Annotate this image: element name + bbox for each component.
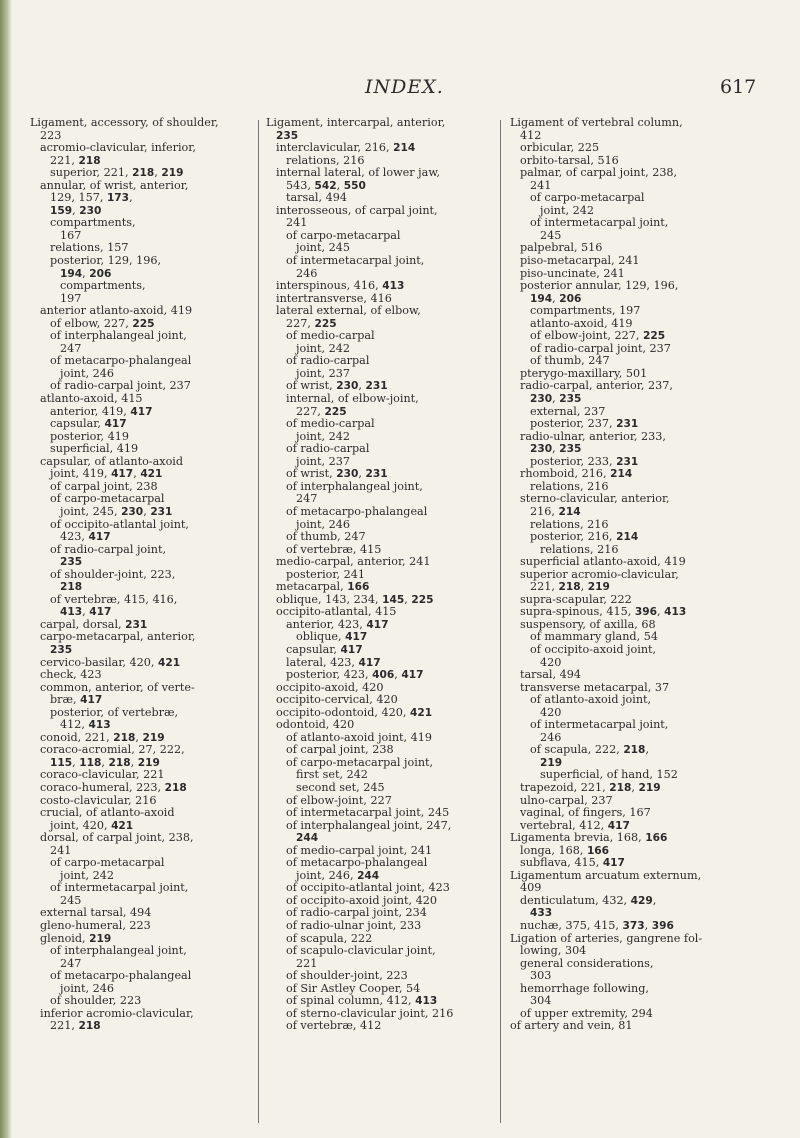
- index-entry: metacarpal, 166: [276, 580, 370, 594]
- index-entry: check, 423: [40, 668, 102, 682]
- index-entry: superior, 221, 218, 219: [50, 166, 184, 180]
- index-entry: interspinous, 416, 413: [276, 279, 405, 293]
- index-entry: 129, 157, 173,: [50, 191, 133, 205]
- index-entry: posterior, of vertebræ,: [50, 705, 179, 719]
- index-entry: 194, 206: [530, 291, 582, 305]
- index-entry: anterior, 419, 417: [50, 404, 153, 418]
- index-entry: of atlanto-axoid joint, 419: [286, 730, 433, 744]
- index-entry: of intermetacarpal joint,: [50, 881, 189, 895]
- index-entry: of atlanto-axoid joint,: [530, 693, 652, 707]
- index-entry: inferior acromio-clavicular,: [40, 1006, 194, 1020]
- index-entry: radio-ulnar, anterior, 233,: [520, 429, 666, 443]
- index-entry: of occipito-axoid joint, 420: [286, 893, 437, 907]
- index-entry: posterior, 233, 231: [530, 454, 639, 468]
- index-entry: tarsal, 494: [286, 191, 347, 205]
- index-entry: of occipito-axoid joint,: [530, 642, 657, 656]
- index-entry: of metacarpo-phalangeal: [286, 504, 428, 518]
- index-entry: lowing, 304: [520, 944, 587, 958]
- index-entry: joint, 237: [296, 366, 350, 380]
- index-entry: joint, 242: [60, 868, 114, 882]
- index-entry: radio-carpal, anterior, 237,: [520, 379, 673, 393]
- index-entry: 227, 225: [296, 404, 347, 418]
- index-entry: posterior annular, 129, 196,: [520, 279, 679, 293]
- index-entry: joint, 246: [296, 517, 350, 531]
- column-rule-2: [500, 120, 501, 1123]
- index-entry: 245: [540, 228, 562, 242]
- index-column-1: [30, 117, 252, 1033]
- index-entry: carpal, dorsal, 231: [40, 617, 148, 631]
- index-entry: joint, 419, 417, 421: [50, 467, 163, 481]
- index-entry: pterygo-maxillary, 501: [520, 366, 648, 380]
- index-entry: of interphalangeal joint,: [286, 479, 423, 493]
- index-entry: conoid, 221, 218, 219: [40, 730, 165, 744]
- index-entry: of elbow-joint, 227: [286, 793, 392, 807]
- index-entry: posterior, 216, 214: [530, 530, 639, 544]
- index-entry: relations, 216: [540, 542, 619, 556]
- index-entry: common, anterior, of verte-: [40, 680, 195, 694]
- index-entry: of wrist, 230, 231: [286, 467, 388, 481]
- index-entry: relations, 216: [530, 517, 609, 531]
- index-entry: atlanto-axoid, 415: [40, 392, 143, 406]
- index-entry: posterior, 241: [286, 567, 365, 581]
- index-entry: posterior, 423, 406, 417: [286, 668, 424, 682]
- index-entry: 412: [520, 128, 542, 142]
- index-entry: occipito-odontoid, 420, 421: [276, 705, 433, 719]
- index-entry: 241: [50, 843, 72, 857]
- index-entry: of vertebræ, 412: [286, 1019, 382, 1033]
- index-entry: of metacarpo-phalangeal: [286, 856, 428, 870]
- index-entry: of shoulder-joint, 223,: [50, 567, 176, 581]
- index-entry: occipito-atlantal, 415: [276, 605, 397, 619]
- index-entry: 303: [530, 969, 552, 983]
- index-entry: hemorrhage following,: [520, 981, 649, 995]
- index-entry: 241: [286, 216, 308, 230]
- index-entry: capsular, 417: [286, 642, 363, 656]
- index-entry: bræ, 417: [50, 693, 103, 707]
- index-entry: suspensory, of axilla, 68: [520, 617, 656, 631]
- index-entry: of wrist, 230, 231: [286, 379, 388, 393]
- index-entry: 543, 542, 550: [286, 178, 366, 192]
- index-entry: 247: [60, 956, 82, 970]
- index-entry: superficial, of hand, 152: [540, 768, 678, 782]
- index-entry: of interphalangeal joint,: [50, 944, 187, 958]
- index-entry: orbicular, 225: [520, 141, 600, 155]
- index-entry: external tarsal, 494: [40, 906, 152, 920]
- index-entry: posterior, 419: [50, 429, 129, 443]
- index-entry: 246: [540, 730, 562, 744]
- index-entry: of carpo-metacarpal: [50, 856, 165, 870]
- index-entry: denticulatum, 432, 429,: [520, 893, 657, 907]
- index-entry: coraco-clavicular, 221: [40, 768, 165, 782]
- index-entry: 235: [60, 556, 83, 569]
- index-entry: of vertebræ, 415: [286, 542, 382, 556]
- index-entry: 159, 230: [50, 203, 102, 217]
- index-entry: 223: [40, 128, 62, 142]
- index-entry: 167: [60, 228, 82, 242]
- index-entry: 420: [540, 705, 562, 719]
- index-entry: of thumb, 247: [286, 530, 366, 544]
- index-entry: transverse metacarpal, 37: [520, 680, 670, 694]
- index-entry: 235: [50, 643, 73, 656]
- index-entry: glenoid, 219: [40, 931, 112, 945]
- index-entry: 221: [296, 956, 318, 970]
- index-entry: second set, 245: [296, 780, 385, 794]
- index-entry: of medio-carpal: [286, 417, 375, 431]
- index-entry: capsular, 417: [50, 417, 127, 431]
- index-entry: of elbow, 227, 225: [50, 316, 155, 330]
- index-entry: annular, of wrist, anterior,: [40, 178, 189, 192]
- index-entry: carpo-metacarpal, anterior,: [40, 630, 196, 644]
- index-entry: intertransverse, 416: [276, 291, 392, 305]
- index-entry: cervico-basilar, 420, 421: [40, 655, 181, 669]
- index-entry: superficial atlanto-axoid, 419: [520, 555, 686, 569]
- index-entry: of radio-carpal joint, 234: [286, 906, 427, 920]
- index-entry: longa, 168, 166: [520, 843, 610, 857]
- index-entry: of scapula, 222: [286, 931, 373, 945]
- index-entry: Ligament, intercarpal, anterior,: [266, 116, 446, 129]
- index-entry: joint, 246, 244: [296, 868, 380, 882]
- index-entry: 221, 218, 219: [530, 580, 610, 594]
- index-entry: first set, 242: [296, 768, 368, 782]
- index-entry: of spinal column, 412, 413: [286, 994, 438, 1008]
- index-entry: coraco-acromial, 27, 222,: [40, 743, 185, 757]
- index-entry: piso-uncinate, 241: [520, 266, 625, 280]
- index-entry: 412, 413: [60, 718, 111, 732]
- index-entry: 197: [60, 291, 82, 305]
- index-entry: medio-carpal, anterior, 241: [276, 555, 431, 569]
- index-entry: of interphalangeal joint,: [50, 329, 187, 343]
- index-entry: nuchæ, 375, 415, 373, 396: [520, 919, 674, 932]
- index-entry: supra-scapular, 222: [520, 592, 632, 606]
- page-number: 617: [720, 76, 757, 98]
- index-entry: acromio-clavicular, inferior,: [40, 141, 196, 155]
- index-entry: joint, 420, 421: [50, 818, 134, 832]
- index-entry: palpebral, 516: [520, 241, 603, 255]
- index-entry: of metacarpo-phalangeal: [50, 969, 192, 983]
- index-entry: of occipito-atlantal joint, 423: [286, 881, 450, 895]
- index-entry: gleno-humeral, 223: [40, 919, 151, 932]
- index-entry: 221, 218: [50, 153, 101, 167]
- index-entry: 246: [296, 266, 318, 280]
- index-entry: interosseous, of carpal joint,: [276, 203, 438, 217]
- index-entry: anterior, 423, 417: [286, 617, 389, 631]
- index-entry: compartments, 197: [530, 304, 641, 318]
- index-entry: joint, 237: [296, 454, 350, 468]
- index-column-3: [510, 117, 740, 1033]
- index-entry: 235: [276, 129, 299, 142]
- index-entry: relations, 216: [286, 153, 365, 167]
- index-entry: joint, 242: [540, 203, 594, 217]
- index-entry: of radio-carpal: [286, 354, 370, 368]
- index-entry: of mammary gland, 54: [530, 630, 658, 644]
- index-entry: of radio-carpal: [286, 442, 370, 456]
- index-entry: 227, 225: [286, 316, 337, 330]
- index-entry: Ligament of vertebral column,: [510, 116, 683, 129]
- index-entry: capsular, of atlanto-axoid: [40, 454, 184, 468]
- index-entry: Ligamentum arcuatum externum,: [510, 868, 702, 882]
- index-entry: vertebral, 412, 417: [520, 818, 630, 832]
- index-entry: compartments,: [50, 216, 136, 230]
- index-entry: relations, 157: [50, 241, 129, 255]
- index-entry: 304: [530, 994, 552, 1008]
- index-entry: occipito-axoid, 420: [276, 680, 384, 694]
- index-entry: of medio-carpal joint, 241: [286, 843, 433, 857]
- index-entry: lateral, 423, 417: [286, 655, 381, 669]
- index-entry: of upper extremity, 294: [520, 1006, 653, 1020]
- index-entry: of radio-carpal joint, 237: [50, 379, 191, 393]
- index-entry: joint, 242: [296, 341, 350, 355]
- index-entry: of sterno-clavicular joint, 216: [286, 1006, 454, 1020]
- index-entry: trapezoid, 221, 218, 219: [520, 780, 661, 794]
- index-entry: superficial, 419: [50, 442, 139, 456]
- index-entry: of carpal joint, 238: [286, 743, 394, 757]
- running-title: INDEX.: [365, 76, 444, 98]
- index-entry: of radio-carpal joint, 237: [530, 341, 671, 355]
- index-entry: joint, 245, 230, 231: [60, 504, 173, 518]
- index-entry: of scapulo-clavicular joint,: [286, 944, 436, 958]
- index-entry: 409: [520, 881, 542, 895]
- index-entry: of Sir Astley Cooper, 54: [286, 981, 421, 995]
- index-entry: dorsal, of carpal joint, 238,: [40, 831, 194, 845]
- index-entry: 230, 235: [530, 392, 582, 406]
- index-entry: 247: [296, 492, 318, 506]
- index-entry: of intermetacarpal joint,: [286, 254, 425, 268]
- book-spine-edge: [0, 0, 12, 1138]
- index-entry: of scapula, 222, 218,: [530, 743, 649, 757]
- index-entry: 420: [540, 655, 562, 669]
- index-entry: of carpal joint, 238: [50, 479, 158, 493]
- index-entry: sterno-clavicular, anterior,: [520, 492, 670, 506]
- index-entry: of occipito-atlantal joint,: [50, 517, 189, 531]
- index-entry: joint, 246: [60, 981, 114, 995]
- index-entry: interclavicular, 216, 214: [276, 141, 416, 155]
- index-entry: 247: [60, 341, 82, 355]
- index-entry: of carpo-metacarpal: [286, 228, 401, 242]
- index-entry: internal lateral, of lower jaw,: [276, 166, 441, 180]
- index-entry: coraco-humeral, 223, 218: [40, 780, 187, 794]
- index-entry: tarsal, 494: [520, 668, 581, 682]
- index-entry: superior acromio-clavicular,: [520, 567, 679, 581]
- index-entry: compartments,: [60, 279, 146, 293]
- index-entry: oblique, 417: [296, 630, 368, 644]
- index-entry: of elbow-joint, 227, 225: [530, 329, 666, 343]
- index-entry: 194, 206: [60, 266, 112, 280]
- index-entry: subflava, 415, 417: [520, 856, 625, 870]
- index-entry: of thumb, 247: [530, 354, 610, 368]
- index-entry: 433: [530, 907, 553, 920]
- index-entry: supra-spinous, 415, 396, 413: [520, 605, 687, 619]
- index-entry: 423, 417: [60, 530, 111, 544]
- index-entry: crucial, of atlanto-axoid: [40, 806, 175, 820]
- index-entry: lateral external, of elbow,: [276, 304, 421, 318]
- index-entry: 241: [530, 178, 552, 192]
- index-entry: of intermetacarpal joint,: [530, 216, 669, 230]
- index-entry: posterior, 129, 196,: [50, 254, 162, 268]
- index-entry: relations, 216: [530, 479, 609, 493]
- index-entry: 245: [60, 893, 82, 907]
- index-entry: of shoulder, 223: [50, 994, 142, 1008]
- index-entry: 115, 118, 218, 219: [50, 755, 160, 769]
- index-entry: joint, 246: [60, 366, 114, 380]
- index-entry: 218: [60, 581, 83, 594]
- index-entry: 216, 214: [530, 504, 581, 518]
- index-entry: 244: [296, 832, 319, 845]
- index-entry: of carpo-metacarpal: [530, 191, 645, 205]
- index-column-2: [266, 117, 490, 1033]
- index-entry: of medio-carpal: [286, 329, 375, 343]
- index-entry: of radio-carpal joint,: [50, 542, 166, 556]
- index-entry: of vertebræ, 415, 416,: [50, 592, 178, 606]
- index-entry: of artery and vein, 81: [510, 1019, 633, 1033]
- index-entry: of shoulder-joint, 223: [286, 969, 408, 983]
- index-entry: odontoid, 420: [276, 718, 355, 732]
- index-entry: ulno-carpal, 237: [520, 793, 613, 807]
- index-entry: of carpo-metacarpal joint,: [286, 755, 434, 769]
- index-entry: internal, of elbow-joint,: [286, 392, 419, 406]
- index-entry: occipito-cervical, 420: [276, 693, 398, 707]
- index-entry: 219: [540, 756, 563, 769]
- index-entry: Ligamenta brevia, 168, 166: [510, 831, 668, 845]
- index-entry: rhomboid, 216, 214: [520, 467, 633, 481]
- index-entry: external, 237: [530, 404, 606, 418]
- index-entry: of carpo-metacarpal: [50, 492, 165, 506]
- index-entry: vaginal, of fingers, 167: [520, 806, 651, 820]
- index-entry: Ligament, accessory, of shoulder,: [30, 116, 219, 129]
- index-entry: orbito-tarsal, 516: [520, 153, 619, 167]
- index-entry: of radio-ulnar joint, 233: [286, 919, 422, 932]
- index-entry: posterior, 237, 231: [530, 417, 639, 431]
- index-entry: palmar, of carpal joint, 238,: [520, 166, 678, 180]
- index-entry: 230, 235: [530, 442, 582, 456]
- index-entry: piso-metacarpal, 241: [520, 254, 640, 268]
- index-entry: 221, 218: [50, 1019, 101, 1033]
- index-entry: of interphalangeal joint, 247,: [286, 818, 452, 832]
- page-header: [0, 76, 800, 100]
- index-entry: oblique, 143, 234, 145, 225: [276, 592, 434, 606]
- index-entry: 413, 417: [60, 605, 112, 619]
- column-rule-1: [258, 120, 259, 1123]
- index-entry: of metacarpo-phalangeal: [50, 354, 192, 368]
- index-entry: of intermetacarpal joint,: [530, 718, 669, 732]
- index-entry: Ligation of arteries, gangrene fol-: [510, 931, 703, 945]
- index-entry: joint, 245: [296, 241, 350, 255]
- index-entry: of intermetacarpal joint, 245: [286, 806, 450, 820]
- index-entry: joint, 242: [296, 429, 350, 443]
- index-entry: costo-clavicular, 216: [40, 793, 157, 807]
- index-entry: atlanto-axoid, 419: [530, 316, 633, 330]
- index-entry: anterior atlanto-axoid, 419: [40, 304, 193, 318]
- index-entry: general considerations,: [520, 956, 654, 970]
